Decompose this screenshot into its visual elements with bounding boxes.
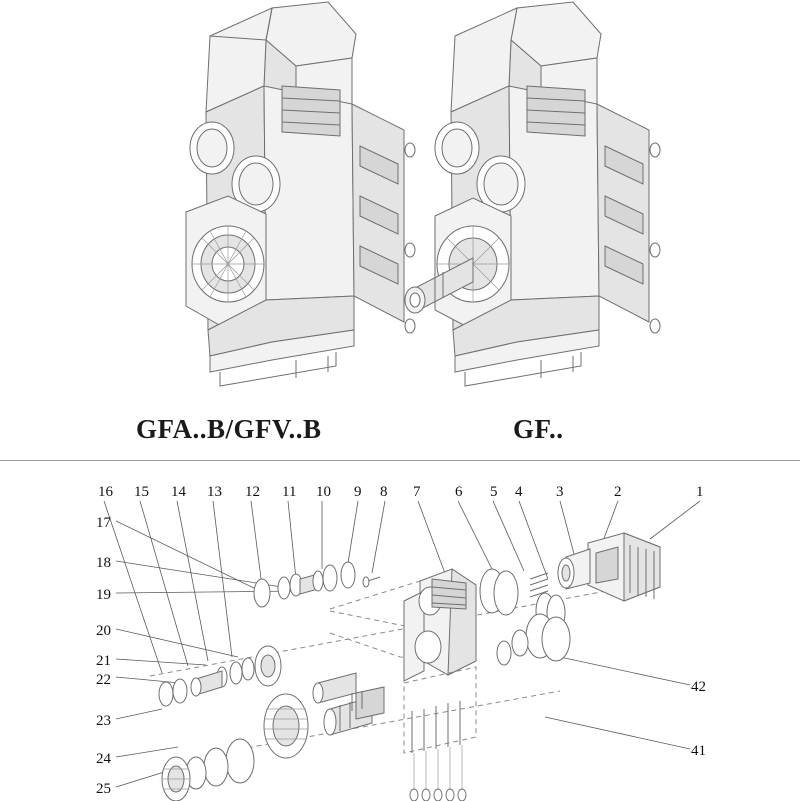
callout-1: 1 bbox=[696, 484, 704, 500]
part-shaft-group bbox=[159, 646, 384, 801]
callout-12: 12 bbox=[245, 484, 260, 500]
callout-11: 11 bbox=[282, 484, 297, 500]
caption-gfab-gfvb: GFA..B/GFV..B bbox=[136, 414, 322, 444]
exploded-parts-panel bbox=[0, 460, 800, 801]
gearbox-isometric-right bbox=[395, 0, 795, 410]
callout-17: 17 bbox=[96, 515, 111, 531]
callout-5: 5 bbox=[490, 484, 498, 500]
callout-20: 20 bbox=[96, 623, 111, 639]
callout-24: 24 bbox=[96, 751, 111, 767]
caption-gf: GF.. bbox=[513, 414, 564, 444]
callout-9: 9 bbox=[354, 484, 362, 500]
part-motor-assembly bbox=[558, 533, 660, 601]
callout-21: 21 bbox=[96, 653, 111, 669]
callout-41: 41 bbox=[691, 743, 706, 759]
callout-3: 3 bbox=[556, 484, 564, 500]
part-washers-row-top bbox=[254, 562, 355, 607]
callout-15: 15 bbox=[134, 484, 149, 500]
callout-4: 4 bbox=[515, 484, 523, 500]
callout-16: 16 bbox=[98, 484, 113, 500]
callout-2: 2 bbox=[614, 484, 622, 500]
callout-14: 14 bbox=[171, 484, 186, 500]
callout-7: 7 bbox=[413, 484, 421, 500]
callout-42: 42 bbox=[691, 679, 706, 695]
callout-10: 10 bbox=[316, 484, 331, 500]
callout-8: 8 bbox=[380, 484, 388, 500]
callout-13: 13 bbox=[207, 484, 222, 500]
callout-6: 6 bbox=[455, 484, 463, 500]
callout-19: 19 bbox=[96, 587, 111, 603]
part-housing bbox=[404, 569, 476, 753]
callout-22: 22 bbox=[96, 672, 111, 688]
callout-25: 25 bbox=[96, 781, 111, 797]
part-rings-group-right bbox=[480, 569, 570, 665]
callout-23: 23 bbox=[96, 713, 111, 729]
exploded-assembly-drawing bbox=[0, 461, 800, 801]
callout-18: 18 bbox=[96, 555, 111, 571]
